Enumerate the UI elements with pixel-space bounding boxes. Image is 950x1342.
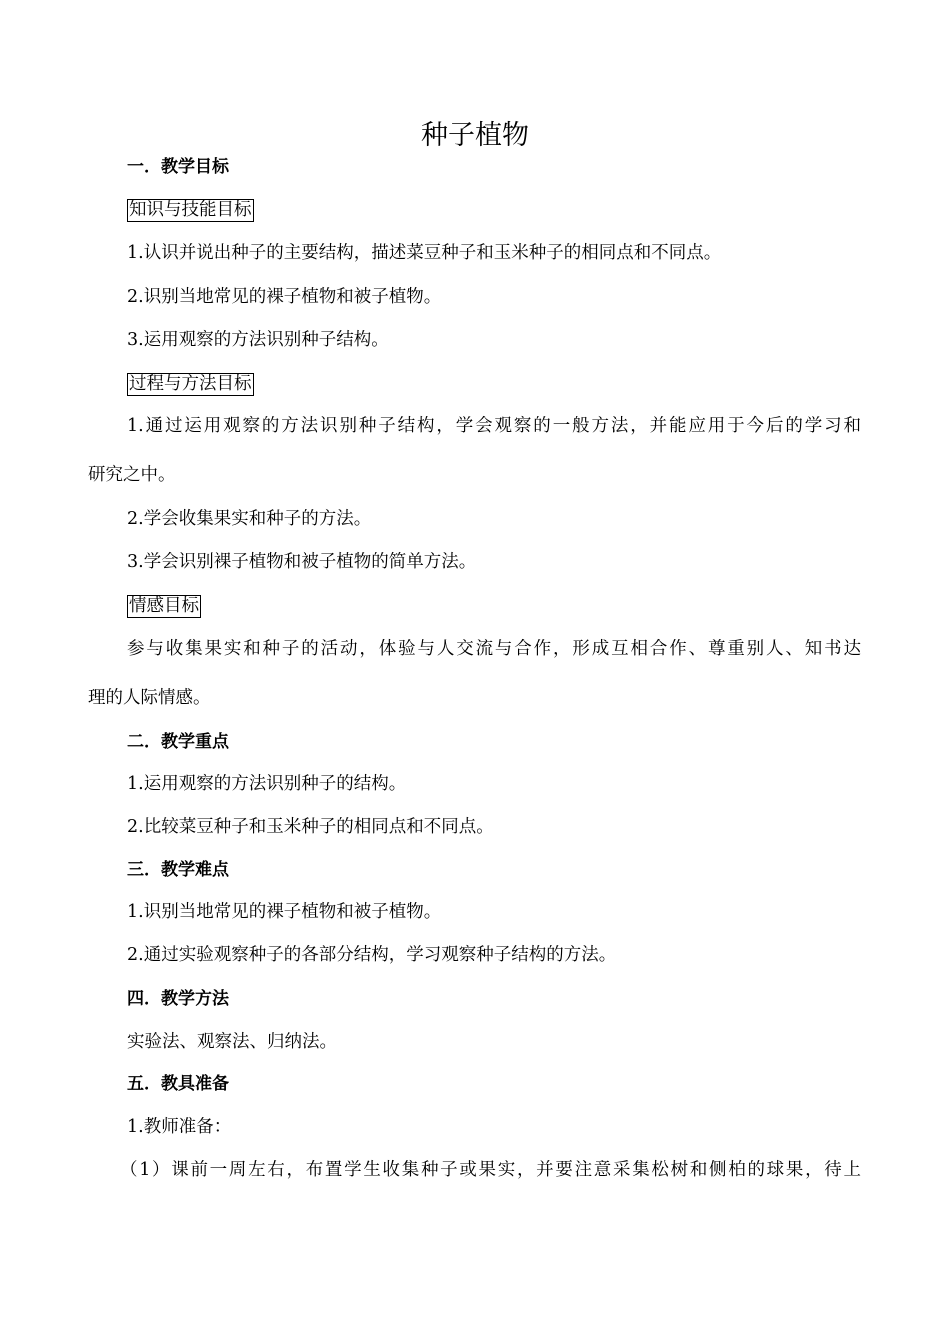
process-item-1-line-1: 1.通过运用观察的方法识别种子结构，学会观察的一般方法，并能应用于今后的学习和 xyxy=(127,416,861,436)
boxed-label: 情感目标 xyxy=(129,596,199,616)
subsection-label-emotion xyxy=(127,593,201,619)
emotion-line-2: 理的人际情感。 xyxy=(88,688,211,708)
section-heading-methods: 四．教学方法 xyxy=(127,989,229,1009)
section-heading-objectives: 一．教学目标 xyxy=(127,157,229,177)
knowledge-item-3: 3.运用观察的方法识别种子结构。 xyxy=(127,330,389,350)
process-item-2: 2.学会收集果实和种子的方法。 xyxy=(127,509,372,529)
process-item-3: 3.学会识别裸子植物和被子植物的简单方法。 xyxy=(127,552,477,572)
emotion-line-1: 参与收集果实和种子的活动，体验与人交流与合作，形成互相合作、尊重别人、知书达 xyxy=(127,639,861,659)
difficulty-item-1: 1.识别当地常见的裸子植物和被子植物。 xyxy=(127,902,442,922)
boxed-label: 过程与方法目标 xyxy=(129,374,252,394)
subsection-label-knowledge xyxy=(127,197,254,223)
document-title: 种子植物 xyxy=(421,120,529,151)
materials-item-1: 1.教师准备： xyxy=(127,1117,232,1137)
knowledge-item-1: 1.认识并说出种子的主要结构，描述菜豆种子和玉米种子的相同点和不同点。 xyxy=(127,243,722,263)
knowledge-item-2: 2.识别当地常见的裸子植物和被子植物。 xyxy=(127,287,442,307)
subsection-label-process xyxy=(127,371,254,397)
section-heading-difficulties: 三．教学难点 xyxy=(127,860,229,880)
process-item-1-line-2: 研究之中。 xyxy=(88,465,176,485)
section-heading-materials: 五．教具准备 xyxy=(127,1074,229,1094)
key-point-item-1: 1.运用观察的方法识别种子的结构。 xyxy=(127,774,407,794)
section-heading-key-points: 二．教学重点 xyxy=(127,732,229,752)
key-point-item-2: 2.比较菜豆种子和玉米种子的相同点和不同点。 xyxy=(127,817,494,837)
methods-text: 实验法、观察法、归纳法。 xyxy=(127,1032,337,1052)
materials-item-1-sub-1: （1）课前一周左右，布置学生收集种子或果实，并要注意采集松树和侧柏的球果，待上 xyxy=(120,1160,861,1180)
difficulty-item-2: 2.通过实验观察种子的各部分结构，学习观察种子结构的方法。 xyxy=(127,945,617,965)
boxed-label: 知识与技能目标 xyxy=(129,200,252,220)
